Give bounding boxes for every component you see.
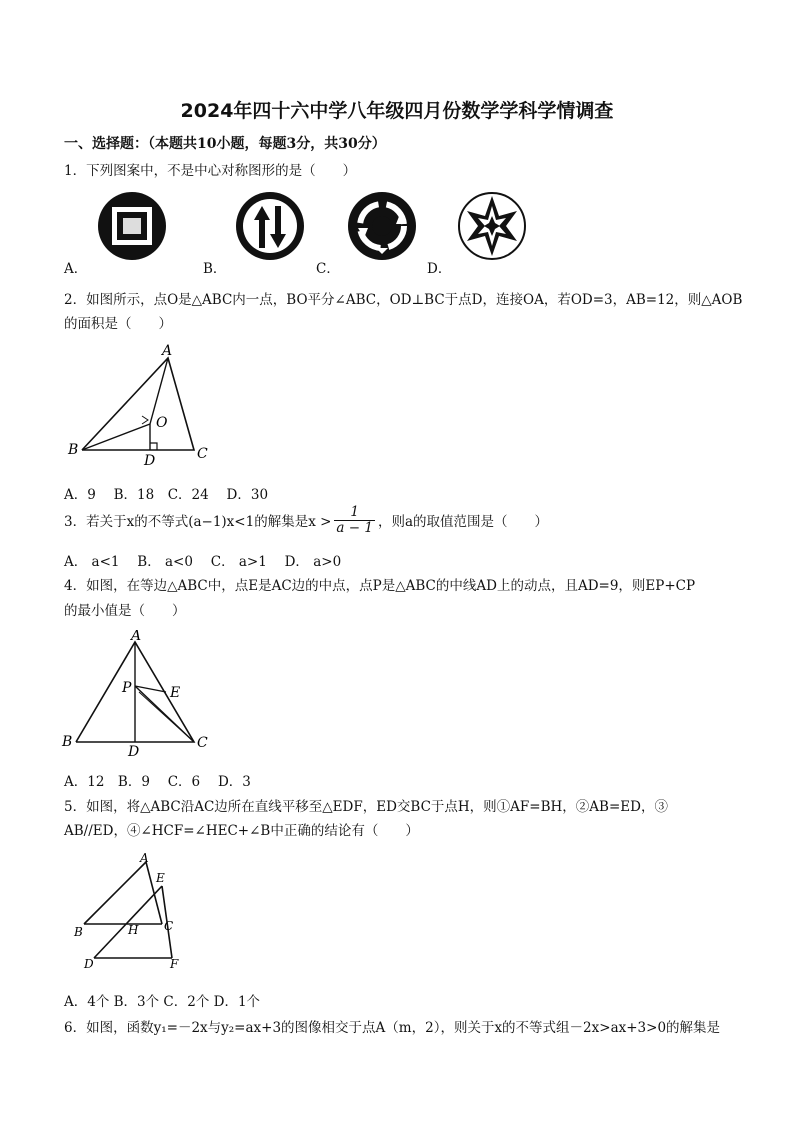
q5-translation-diagram bbox=[66, 850, 196, 975]
question-2-stem-line2: 的面积是（ ） bbox=[64, 316, 172, 332]
question-4-stem-line2: 的最小值是（ ） bbox=[64, 603, 186, 619]
section-heading: 一、选择题：（本题共10小题，每题3分，共30分） bbox=[64, 136, 386, 152]
two-way-arrows-icon bbox=[230, 190, 310, 262]
q2-label-b: B bbox=[68, 442, 79, 458]
q1-option-b: B． bbox=[203, 261, 227, 277]
q4-label-d: D bbox=[128, 744, 140, 760]
roundabout-arrows-icon bbox=[342, 190, 422, 262]
q4-label-b: B bbox=[62, 734, 73, 750]
question-2-stem-line1: 2．如图所示，点O是△ABC内一点，BO平分∠ABC，OD⊥BC于点D，连接OA，若OD=3，AB=12，则△AOB bbox=[64, 292, 743, 308]
question-4-stem-line1: 4．如图，在等边△ABC中，点E是AC边的中点，点P是△ABC的中线AD上的动点，且AD=9，则EP+CP bbox=[64, 578, 696, 594]
q5-options: A．4个 B．3个 C．2个 D．1个 bbox=[64, 994, 261, 1010]
q4-label-e: E bbox=[170, 685, 181, 701]
question-5-stem-line1: 5．如图，将△ABC沿AC边所在直线平移至△EDF，ED交BC于点H，则①AF=BH，②AB=ED，③ bbox=[64, 799, 668, 815]
q4-triangle-diagram bbox=[60, 630, 220, 760]
question-3-stem bbox=[64, 505, 548, 536]
question-5-stem-line2: AB//ED，④∠HCF=∠HEC+∠B中正确的结论有（ ） bbox=[64, 823, 419, 839]
q5-label-d: D bbox=[84, 957, 94, 971]
q1-option-c: C． bbox=[316, 261, 340, 277]
question-1-stem: 1．下列图案中，不是中心对称图形的是（ ） bbox=[64, 163, 357, 179]
q5-label-a: A bbox=[140, 851, 149, 865]
q1-option-d: D． bbox=[427, 261, 452, 277]
q1-option-a: A． bbox=[64, 261, 88, 277]
six-point-star-icon bbox=[454, 190, 530, 262]
q5-label-b: B bbox=[74, 925, 83, 939]
q5-label-f: F bbox=[170, 957, 179, 971]
q2-label-d: D bbox=[144, 453, 156, 469]
page-title: 2024年四十六中学八年级四月份数学学科学情调查 bbox=[180, 100, 614, 122]
q2-options: A．9 B．18 C．24 D．30 bbox=[64, 487, 269, 503]
q4-label-c: C bbox=[197, 735, 208, 751]
q2-triangle-diagram bbox=[64, 340, 224, 470]
q4-options: A．12 B．9 C．6 D．3 bbox=[64, 774, 251, 790]
question-6-stem: 6．如图，函数y₁=－2x与y₂=ax+3的图像相交于点A（m，2），则关于x的不等式组－2x>ax+3>0的解集是 bbox=[64, 1020, 721, 1036]
q3-fraction-numerator: 1 bbox=[334, 505, 375, 521]
q4-label-a: A bbox=[131, 630, 142, 644]
q3-options: A． a<1 B． a<0 C． a>1 D． a>0 bbox=[64, 554, 342, 570]
q5-label-c: C bbox=[164, 919, 174, 933]
coin-square-hole-icon bbox=[92, 190, 172, 262]
q2-label-o: O bbox=[156, 415, 168, 431]
q4-label-p: P bbox=[122, 680, 132, 696]
q2-label-a: A bbox=[162, 343, 173, 359]
q5-label-h: H bbox=[128, 923, 139, 937]
q3-stem-post: ，则a的取值范围是（ ） bbox=[377, 514, 549, 531]
q3-fraction-denominator: a − 1 bbox=[336, 519, 373, 536]
q3-fraction bbox=[334, 505, 375, 536]
q2-label-c: C bbox=[197, 446, 208, 462]
q5-label-e: E bbox=[156, 871, 165, 885]
q3-stem-pre: 3．若关于x的不等式(a−1)x<1的解集是x > bbox=[64, 514, 332, 531]
